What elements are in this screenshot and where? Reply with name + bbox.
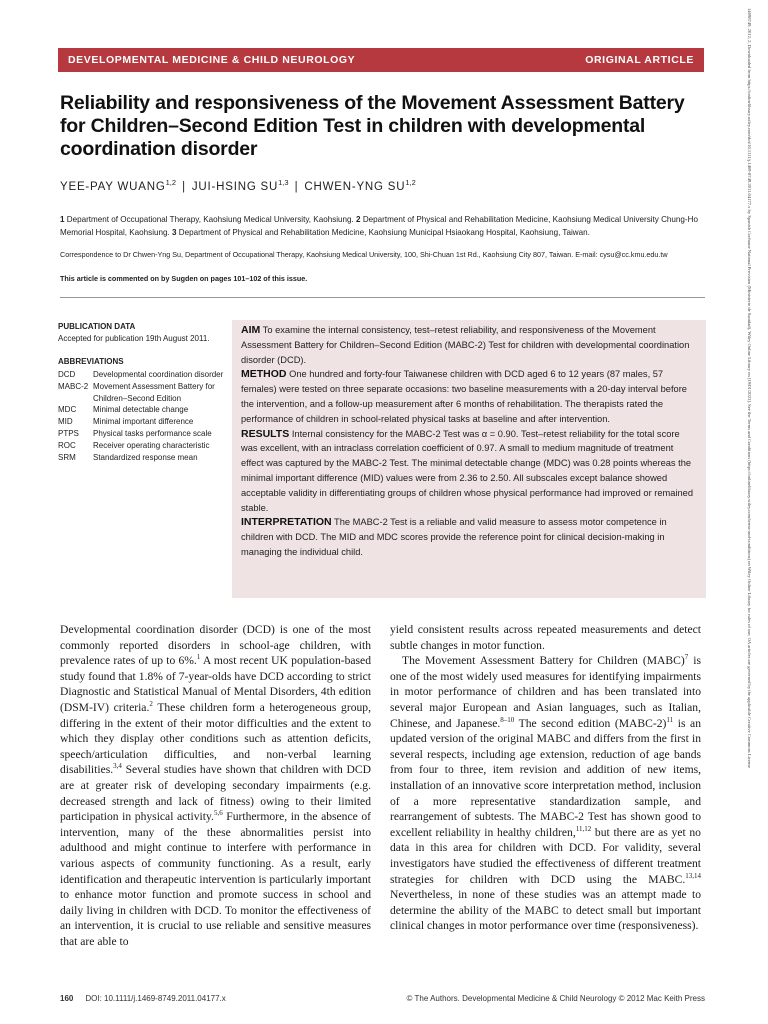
body-column-left [60, 622, 371, 949]
abbreviation-key: MDC [58, 405, 77, 415]
sidebar-text: 14698749, 2012, 2, Downloaded from https://onlinelibrary.wiley.com/doi/10.1111/j.1469-8749.2011.04177.x by Spanish Cochrane National Provision (Ministerio de Sanidad), Wiley Online Library on [19/01/2023]. See the Terms and Conditions (https://onlinelibrary.wiley.com/terms-and-conditions) on Wiley Online Library for rules of use; OA articles are governed by the applicable Creative Commons License [747, 8, 752, 769]
author-name: JUI-HSING SU [191, 180, 279, 193]
abstract-box [232, 320, 706, 598]
abbreviation-row [58, 381, 230, 405]
citation-ref[interactable]: 11,12 [575, 824, 592, 833]
body-paragraph: The Movement Assessment Battery for Children (MABC)$^7$ is one of the most widely used measures for identifying impairments in motor performance of children and has been translated into several major European and Asian languages, such as Italian, Chinese, and Japanese.$^{8-10}$ The second edition (MABC-2)$^{11}$ is an updated version of the original MABC and differs from the first in several respects, including age extension, reduction of age bands from four to three, item revision and addition of new items, installation of an innovative score interpretation method, inclusion of a more representative standardization sample, and rearrangement of subtests. The MABC-2 Test has shown good to excellent reliability in healthy children,$^{11,12}$ but there are as yet no data in this area for children with DCD. For validity, several investigators have studied the effectiveness of different treatment strategies for children with DCD using the MABC.$^{13,14}$ Nevertheless, in none of these studies was an attempt made to determine the ability of the MABC to detect small but important clinical changes in motor performance over time (responsiveness). [390, 653, 701, 933]
article-type: ORIGINAL ARTICLE [585, 54, 694, 66]
abbreviation-value: Movement Assessment Battery for Children–Second Edition [93, 381, 215, 403]
author-affiliation: 1,2 [165, 178, 177, 187]
abstract-aim: AIM To examine the internal consistency, test–retest reliability, and responsiveness of the Movement Assessment Battery for Children–Second Edition (MABC-2) Test for children with developmental coordination disorder (DCD). [241, 324, 690, 365]
abbreviation-key: DCD [58, 370, 76, 379]
abbreviation-key: ROC [58, 440, 76, 450]
abstract-results: RESULTS Internal consistency for the MABC-2 Test was α = 0.90. Test–retest reliability for the total score was excellent, with an intraclass correlation coefficient of 0.97. A small to medium magnitude of treatment effect was captured by the MABC-2 Test. The minimal detectable change (MDC) was 0.28 points whereas the minimal important difference (MID) values were from 2.36 to 2.50. All subscales except balance showed acceptable validity in differentiating groups of children whose physical performance had improved or remained stable. [241, 427, 694, 513]
body-paragraph: yield consistent results across repeated measurements and detect subtle changes in motor function. [390, 623, 701, 652]
citation-ref[interactable]: 7 [684, 653, 689, 662]
author-name: CHWEN-YNG SU [304, 180, 406, 193]
abbreviation-value: Physical tasks performance scale [93, 428, 212, 438]
abbreviations-list [58, 369, 230, 463]
abbreviation-key: MABC-2 [58, 381, 89, 391]
abbreviation-row [58, 404, 230, 416]
abstract-method: METHOD One hundred and forty-four Taiwanese children with DCD aged 6 to 12 years (87 males, 57 females) were tested on three separate occasions: two baseline measurements with a 20-day interval before the intervention, and a follow-up measurement after 6 months of rehabilitation. The therapists rated the performance of children in school-related physical tasks at baseline and after intervention. [241, 368, 687, 424]
abbreviation-key: PTPS [58, 428, 79, 438]
abbreviation-value: Minimal detectable change [93, 405, 189, 415]
abbreviation-row [58, 416, 230, 428]
download-sidebar [745, 8, 759, 1018]
citation-ref[interactable]: 1 [196, 653, 201, 662]
accepted-date: Accepted for publication 19th August 2011. [58, 334, 210, 343]
abstract-interpretation: INTERPRETATION The MABC-2 Test is a reliable and valid measure to assess motor competence in children with DCD. The MID and MDC scores provide the reference point for clinical decision-making in managing the individual child. [241, 516, 667, 557]
abbreviation-row [58, 428, 230, 440]
abbreviation-value: Minimal important difference [93, 417, 194, 427]
author-list: YEE-PAY WUANG$^{1,2}$ | JUI-HSING SU$^{1,3}$ | CHWEN-YNG SU$^{1,2}$ [60, 178, 416, 193]
abbreviation-value: Receiver operating characteristic [93, 440, 210, 450]
doi-link[interactable]: DOI: 10.1111/j.1469-8749.2011.04177.x [85, 994, 226, 1003]
author-affiliation: 1,2 [405, 178, 416, 187]
correspondence: Correspondence to Dr Chwen-Yng Su, Department of Occupational Therapy, Kaohsiung Medical University, 100, Shi-Chuan 1st Rd., Kaohsiung City 807, Taiwan. E-mail: cysu@cc.kmu.edu.tw [60, 250, 668, 259]
copyright: © The Authors. Developmental Medicine & Child Neurology © 2012 Mac Keith Press [406, 994, 705, 1003]
citation-ref[interactable]: 11 [666, 715, 674, 724]
publication-data [58, 322, 230, 463]
abbreviation-key: MID [58, 417, 73, 427]
abbreviation-value: Developmental coordination disorder [93, 370, 224, 379]
citation-ref[interactable]: 5,6 [213, 809, 223, 818]
publication-heading: PUBLICATION DATA [58, 322, 136, 331]
author-name: YEE-PAY WUANG [60, 180, 166, 193]
citation-ref[interactable]: 13,14 [685, 871, 701, 880]
abbreviation-row [58, 369, 230, 381]
article-title: Reliability and responsiveness of the Movement Assessment Battery for Children–Second Edition Test in children with developmental coordination disorder [60, 92, 685, 160]
divider [60, 297, 705, 298]
abbreviation-row [58, 440, 230, 452]
abbreviations-heading: ABBREVIATIONS [58, 357, 124, 366]
journal-banner [58, 48, 704, 72]
citation-ref[interactable]: 3,4 [113, 762, 122, 771]
affiliations: 1 Department of Occupational Therapy, Kaohsiung Medical University, Kaohsiung. 2 Department of Physical and Rehabilitation Medicine, Kaohsiung Medical University Chung-Ho Memorial Hospital, Kaohsiung. 3 Department of Physical and Rehabilitation Medicine, Kaohsiung Municipal Hsiaokang Hospital, Kaohsiung, Taiwan. [60, 215, 698, 237]
abbreviation-value: Standardized response mean [93, 452, 198, 462]
body-paragraph: Developmental coordination disorder (DCD) is one of the most commonly reported disorders in school-age children, with prevalence rates of up to 6%.$^1$ A most recent UK population-based study found that 1.8% of 7-year-olds have DCD according to strict Diagnostic and Statistical Manual of Mental Disorders, 4th edition (DSM-IV) criteria.$^2$ These children form a heterogeneous group, differing in the extent of their motor difficulties and the extent to which they display other conditions such as attention deficits, speech/articulation difficulties, and non-verbal learning disabilities.$^{3,4}$ Several studies have shown that children with DCD are at greater risk of developing secondary impairments (e.g. decreased strength and lack of fitness) owing to their limited participation in physical activity.$^{5,6}$ Furthermore, in the absence of intervention, many of the these abnormalities persist into adulthood and might continue to interfere with performance in various aspects of community functioning. As a result, early identification and therapeutic intervention is particularly important to enhance motor function and promote success in school and daily living in children with DCD. To monitor the effectiveness of an intervention, it is crucial to use reliable and sensitive measures that are able to [60, 623, 372, 948]
journal-name: DEVELOPMENTAL MEDICINE & CHILD NEUROLOGY [68, 54, 356, 66]
abbreviation-key: SRM [58, 452, 76, 462]
author-affiliation: 1,3 [278, 178, 289, 187]
page-footer [60, 994, 705, 1003]
page-number: 160 [60, 994, 74, 1003]
citation-ref[interactable]: 2 [149, 700, 153, 709]
body-column-right [390, 622, 701, 934]
commentary-note: This article is commented on by Sugden on pages 101–102 of this issue. [60, 274, 308, 283]
abbreviation-row [58, 452, 230, 464]
citation-ref[interactable]: 8–10 [500, 715, 515, 724]
